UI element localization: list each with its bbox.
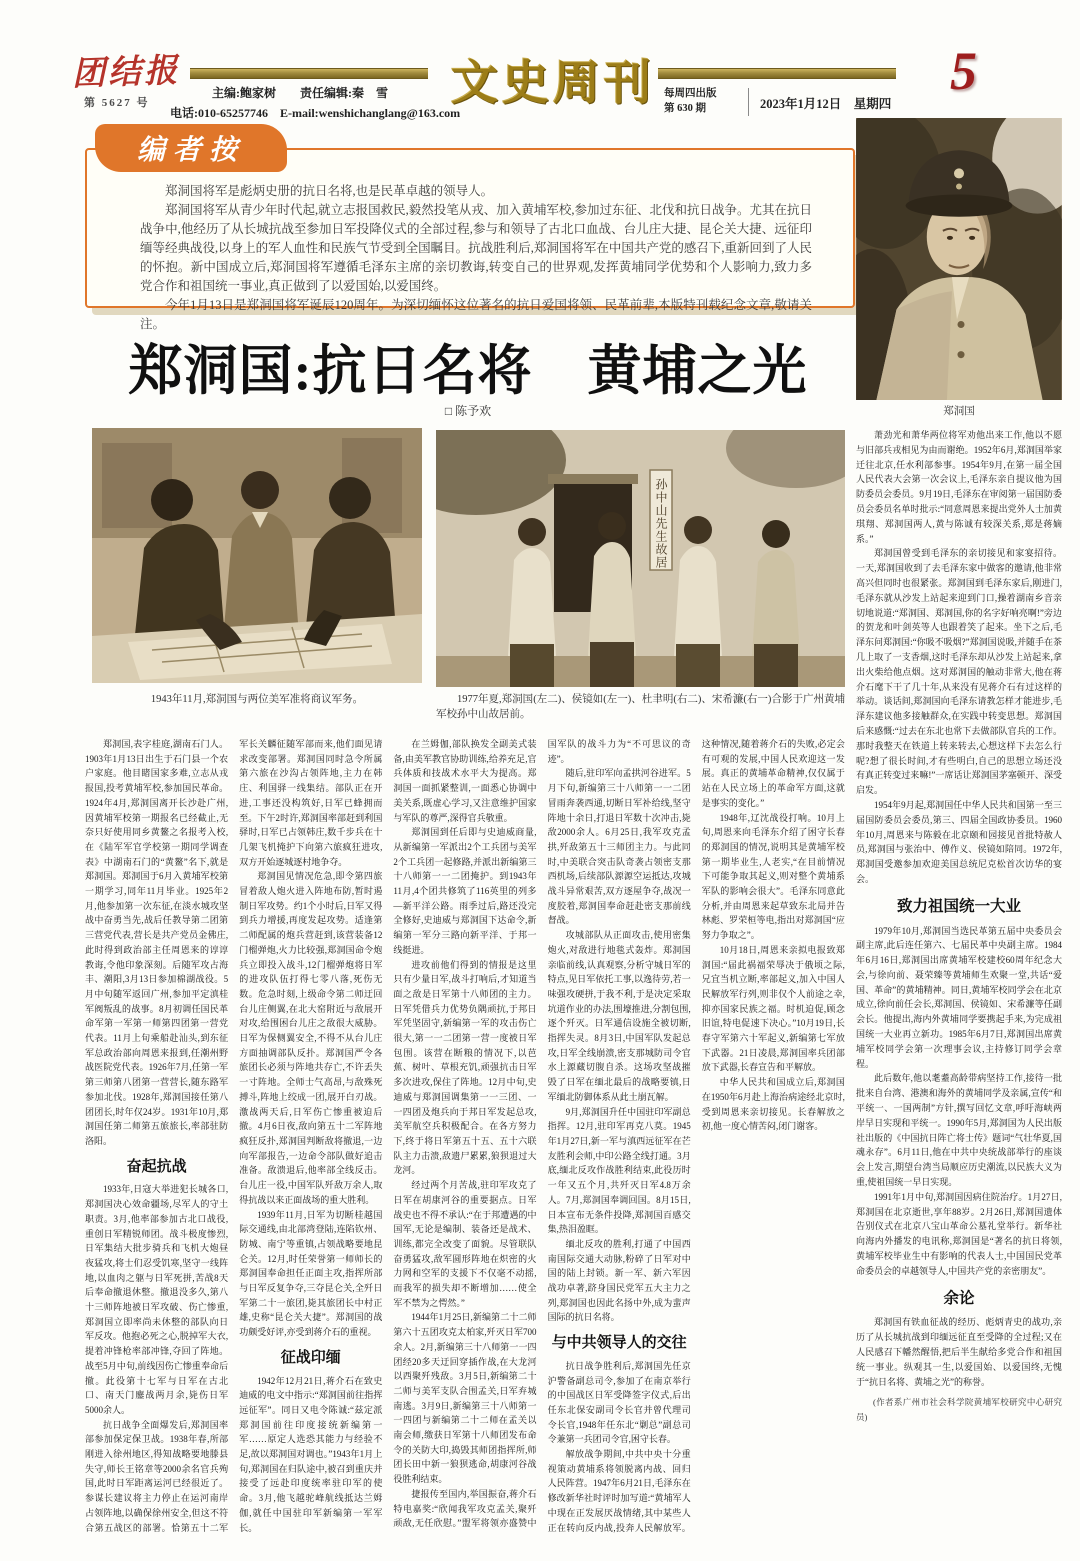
ornament-bar-left [190, 68, 428, 79]
paragraph: 郑洞国曾受到毛泽东的亲切接见和家宴招待。一天,郑洞国收到了去毛泽东家中做客的邀请,他非常高兴但同时也很紧张。郑洞国到毛泽东家后,刚进门,毛泽东就从沙发上站起来迎到门口,操着湖南乡音亲切地说道:“郑洞国、郑洞国,你的名字好响亮啊!”旁边的贺龙和叶剑英等人也跟着笑了起来。坐下之后,毛泽东问郑洞国:“你吸不吸烟?”郑洞国说吸,并随手在茶几上取了一支香烟,这时毛泽东却从沙发上站起来,拿出火柴给他点烟。这对郑洞国的触动非常大,他在蒋介石麾下干了几十年,从来没有见蒋介石有过这样的举动。谈话间,郑洞国向毛泽东请教怎样才能进步,毛泽东建议他多接触群众,在实践中转变思想。郑洞国后来感慨:“过去在东北也常下去做部队官兵的工作。那时我整天在铁道上转来转去,心想这样下去怎么行呢?想了很长时间,才有些明白,自己的思想立场还没有真正转变过来嘛!”一席话让郑洞国茅塞顿开、深受启发。 [856, 548, 1062, 796]
photo-portrait-zheng-dongguo [856, 118, 1062, 400]
paragraph: 萧劲光和萧华两位将军劝他出来工作,他以不愿与旧部兵戎相见为由而谢绝。1952年6月,郑洞国举家迁往北京,任水利部参事。1954年9月,在第一届全国人民代表大会第一次会议上,毛泽东亲自提议他为国防委员会委员。9月19日,毛泽东在审阅第一届国防委员会委员名单时批示:“同意周恩来提出党外人士加黄琪翔、郑洞国两人,黄与陈诚有较深关系,郑是蒋嫡系。” [856, 430, 1062, 544]
left-photo-caption: 1943年11月,郑洞国与两位美军准将商议军务。 [150, 694, 364, 705]
section-heading: 致力祖国统一大业 [896, 897, 1021, 915]
paragraph: 1944年1月25日,新编第二十二师第六十五团攻克太柏家,歼灭日军700余人。2月,新编第三十八师第一一四团经20多天迂回穿插作战,在大龙河以西聚歼残敌。3月5日,新编第二十二师与美军支队合围孟关,日军弃城南逃。3月9日,新编第三十八师第一一四团与新编第二十二师在孟关以南会师,缴获日军第十八师团发布命令的关防大印,捣毁其师团指挥所,师团长田中新一狼狈逃命,胡康河谷战役胜利结束。 [393, 1312, 537, 1485]
paragraph: 10月18日,周恩来亲拟电报致郑洞国:“届此祸福荣辱决于俄顷之际,兄宜当机立断,率部起义,加入中国人民解放军行列,则非仅个人前途之幸,抑亦国家民族之福。时机迫促,顾念旧谊,特电促速下决心。”10月19日,长春守军第六十军起义,新编第七军放下武器。21日凌晨,郑洞国率兵团部放下武器,长春宣告和平解放。 [701, 944, 845, 1073]
author-attribution: (作者系广州市社会科学院黄埔军校研究中心研究员) [856, 1397, 1062, 1423]
section-heading: 与中共领导人的交往 [551, 1335, 687, 1352]
paragraph: 经过两个月苦战,驻印军攻克了日军在胡康河谷的重要据点。日军战史也不得不承认:“在于邦遭遇的中国军,无论是编制、装备还是战术、训练,都完全改变了面貌。尽管联队奋勇猛攻,敌军圆形阵地在炽密的火力网和空军的支援下不仅毫不动摇,而我军的损失却不断增加……使全军不禁为之愕然。” [393, 1180, 537, 1308]
article-headline: 郑洞国:抗日名将 黄埔之光 [128, 341, 808, 401]
photo-group-huangpu [436, 430, 845, 687]
paper-name: 团结报 [71, 53, 181, 93]
editors-line: 主编:鲍家树 责任编辑:秦 雪 [212, 86, 388, 100]
portrait-illustration [856, 118, 1062, 400]
paragraph: 1939年11月,日军为切断桂越国际交通线,由北部湾登陆,连陷钦州、防城、南宁等重镇,占领战略要地昆仑关。12月,时任荣誉第一师师长的郑洞国奉命担任正面主攻,指挥所部与日军反复争夺,三夺昆仑关,全歼日军第二十一旅团,毙其旅团长中村正雄,史称“昆仑关大捷”。郑洞国的战功颇受好评,亦受到蒋介石的重视。 [239, 1209, 383, 1338]
paragraph: 抗日战争全面爆发后,郑洞国率部参加保定保卫战。1938年春,所部刚进入徐州地区,得知战略要地滕县失守,师长王铭章等2000余名官兵殉国,此时日军距离运河已经很近了。参谋长建议将主力停止在运河南岸占领阵地,以确保徐州安全,但这不符合第五战区的部署。恰第五十二军军长关麟征随军部而来,他们面见请求改变部署。郑洞国同时急令所属第六旅在沙沟占领阵地,主力在韩庄、利国驿一线集结。部队正在开进,工事还没构筑好,日军已蜂拥而至。下午2时许,郑洞国率部赶到利国驿时,日军已占领韩庄,数千步兵在十几架飞机掩护下向第六旅疯狂进攻,双方开始逐城逐村地争夺。 [85, 739, 383, 1533]
publication-info [664, 86, 717, 116]
paragraph: 郑洞国,表字桂庭,湖南石门人。1903年1月13日出生于石门县一个农户家庭。他目睹国家多难,立志从戎报国,投考黄埔军校,参加国民革命。1924年4月,郑洞国离开长沙赴广州,因黄埔军校第一期报名已经截止,无奈只好使用同乡黄鳌之名报考入校,在《陆军军官学校第一期同学调查表》中湖南石门的“黄鳌”名下,就是郑洞国。郑洞国于6月入黄埔军校第一期学习,同年11月毕业。1925年2月,他参加第一次东征,在淡水城攻坚战中奋勇当先,战后任教导第二团第三营党代表,营长是共产党员金佛庄,此时得到政治部主任周恩来的谆谆教诲,令他印象深刻。后随军攻占海丰、潮阳,3月13日参加棉湖战役。5月中旬随军返回广州,参加平定滇桂军阀叛乱的战事。8月初调任国民革命军第一军第一师第四团第一营党代表。11月上旬乘船赴汕头,到东征军总政治部向周恩来报到,任潮州野战医院党代表。1926年7月,任第一军第三师第八团第一营营长,随东路军参加北伐。1928年,郑洞国接任第八团团长,时年仅24岁。1931年10月,郑洞国任第二师第五旅旅长,率部驻防洛阳。 [85, 739, 229, 1146]
issue-number: 第 5627 号 [84, 97, 150, 109]
paragraph: 缅北反攻的胜利,打通了中国西南国际交通大动脉,粉碎了日军对中国的陆上封锁。新一军、新六军因战功卓著,跻身国民党军五大主力之列,郑洞国也因此名扬中外,成为蜚声国际的抗日名将。 [547, 1238, 691, 1323]
paragraph: 在兰姆伽,部队换发全副美式装备,由美军教官协助训练,给养充足,官兵体质和技战术水平大为提高。郑洞国一面抓紧整训,一面悉心协调中美关系,既虚心学习,又注意维护国家与军队的尊严,深得官兵敬重。 [393, 739, 537, 823]
article-byline: □ 陈予欢 [444, 404, 492, 418]
group-illustration [436, 430, 845, 687]
weekly-title: 文史周刊 [451, 58, 655, 110]
ornament-bar-right [658, 68, 896, 79]
paragraph: 1991年1月中旬,郑洞国因病住院治疗。1月27日,郑洞国在北京逝世,享年88岁。2月26日,郑洞国遗体告别仪式在北京八宝山革命公墓礼堂举行。新华社向海内外播发的电讯称,郑洞国是“著名的抗日将领,黄埔军校毕业生中有影响的代表人士,中国国民党革命委员会的卓越领导人,中国共产党的亲密朋友”。 [856, 1191, 1062, 1276]
section-heading: 征战印缅 [280, 1349, 341, 1366]
photo-sign-text: 孙中山先生故居 [654, 478, 668, 569]
meeting-illustration [92, 428, 422, 683]
paragraph: 1933年,日寇大举进犯长城各口,郑洞国决心效命疆场,尽军人的守土职责。3月,他率部参加古北口战役,重创日军精锐师团。战斗极度惨烈,日军集结大批步骑兵和飞机大炮昼夜猛攻,将士们忍受饥寒,坚守一线阵地,以血肉之躯与日军死拼,苦战8天后奉命撤退休整。撤退没多久,第八十三师阵地被日军攻破、伤亡惨重,郑洞国立即率尚未休整的部队向日军反攻。他抱必死之心,脱掉军大衣,提着冲锋枪率部冲锋,夺回了阵地。战至5月中旬,前线因伤亡惨重奉命后撤。此役第十七军与日军在古北口、南天门鏖战两月余,毙伤日军5000余人。 [85, 1184, 229, 1415]
pub-issue: 第 630 期 [664, 103, 706, 114]
paragraph: 解放战争期间,中共中央十分重视策动黄埔系将领脱离内战、回归人民阵营。1947年6月21日,毛泽东在修改新华社时评时加写道:“黄埔军人中现在正发展厌战情绪,其中某些人正在转向反内战,投奔人民解放军。这种情况,随着蒋介石的失败,必定会有可观的发展,中国人民欢迎这一发展。真正的黄埔革命精神,仅仅属于站在人民立场上的革命军方面,这就是事实的变化。” [547, 739, 845, 1533]
paragraph: 郑洞国将军从青少年时代起,就立志报国救民,毅然投笔从戎、加入黄埔军校,参加过东征、北伐和抗日战争。尤其在抗日战争中,他经历了从长城抗战至参加日军投降仪式的全部过程,参与和领导了古北口血战、台儿庄大捷、昆仑关大捷、远征印缅等经典战役,以身上的军人血性和民族气节受到全国瞩目。抗战胜利后,郑洞国将军在中国共产党的感召下,重新回到了人民的怀抱。新中国成立后,郑洞国将军遵循毛泽东主席的亲切教诲,转变自己的世界观,发挥黄埔同学优势和个人影响力,致力多党合作和祖国统一事业,真正做到了以爱国始,以爱国终。 [140, 203, 812, 293]
paragraph: 郑洞国有铁血征战的经历、彪炳青史的战功,亲历了从长城抗战到印缅远征直至受降的全过程;又在人民感召下幡然醒悟,把后半生献给多党合作和祖国统一事业。纵观其一生,以爱国始、以爱国终,无愧于“抗日名将、黄埔之光”的称誉。 [856, 1317, 1062, 1387]
editor-note-text [140, 182, 812, 334]
article-body [85, 737, 845, 1547]
paragraph: 中华人民共和国成立后,郑洞国在1950年6月赴上海治病途经北京时,受到周恩来亲切接见。长春解放之初,他一度心情苦闷,闭门谢客。 [701, 1077, 845, 1132]
paragraph: 进攻前他们得到的情报是这里只有少量日军,战斗打响后,才知道当面之敌是日军第十八师团的主力。日军凭借兵力优势负隅顽抗,于邦日军凭坚固守,新编第一军的攻击伤亡很大,第一一二团第一营一度被日军包围。该营在断粮的情况下,以芭蕉、树叶、草根充饥,顽强抗击日军多次进攻,保住了阵地。12月中旬,史迪威与郑洞国调集第一一三团、一一四团及炮兵向于邦日军发起总攻,美军航空兵积极配合。在各方努力下,终于将日军第五十五、五十六联队主力击溃,敌遗尸累累,狼狈退过大龙河。 [393, 959, 537, 1176]
section-heading: 奋起抗战 [126, 1158, 187, 1175]
portrait-caption: 郑洞国 [943, 406, 975, 417]
paragraph: 1948年,辽沈战役打响。10月上旬,周恩来向毛泽东介绍了困守长春的郑洞国的情况,说明其是黄埔军校第一期毕业生,人老实,“在目前情况下可能争取其起义,则对整个黄埔系军队的影响会很大”。毛泽东同意此分析,并由周恩来起草致东北局并告林彪、罗荣桓等电,指出对郑洞国“应努力争取之”。 [701, 812, 845, 941]
page-number: 5 [950, 41, 977, 101]
paragraph: 郑洞国见情况危急,即令第四旅冒着敌人炮火进入阵地布防,暂时遏制日军攻势。约1个小时后,日军又得到兵力增援,再度发起攻势。适逢第二师配属的炮兵营赶到,该营装备12门榴弹炮,火力比较强,郑洞国命令炮兵立即投入战斗,12门榴弹炮将日军的进攻队伍打得七零八落,死伤无数。危急时刻,上级命令第二师迂回台儿庄侧翼,在北大窑附近与敌展开对攻,给围困台儿庄之敌很大威胁。日军为保侧翼安全,不得不从台儿庄方面抽调部队反扑。郑洞国严令各旅团长必须与阵地共存亡,不许丢失一寸阵地。全师士气高昂,与敌殊死搏斗,阵地上绞成一团,展开白刃战。激战两天后,日军伤亡惨重被迫后撤。4月6日夜,敌向第五十二军阵地疯狂反扑,郑洞国判断敌将撤退,一边向军部报告,一边命令部队做好追击准备。敌溃退后,他率部全线反击。台儿庄一役,中国军队歼敌万余人,取得抗战以来正面战场的重大胜利。 [239, 871, 383, 1205]
paragraph: 随后,驻印军向孟拱河谷进军。5月下旬,新编第三十八师第一一二团冒雨奔袭西通,切断日军补给线,坚守阵地十余日,打退日军数十次冲击,毙敌2000余人。6月25日,我军攻克孟拱,歼敌第五十三师团主力。与此同时,中美联合突击队奇袭占领密支那西机场,后续部队源源空运抵达,攻城战斗异常艰苦,双方逐屋争夺,战况一度胶着,郑洞国奉命赶赴密支那前线督战。 [547, 768, 691, 926]
paragraph: 1979年10月,郑洞国当选民革第五届中央委员会副主席,此后连任第六、七届民革中央副主席。1984年6月16日,郑洞国出席黄埔军校建校60周年纪念大会,与徐向前、聂荣臻等黄埔师生欢聚一堂,共话“爱国、革命”的黄埔精神。同日,黄埔军校同学会在北京成立,徐向前任会长,郑洞国、侯镜如、宋希濂等任副会长。他提出,海内外黄埔同学要携起手来,为完成祖国统一大业再立新功。1985年6月7日,郑洞国出席黄埔军校同学会第一次理事会议,主持修订同学会章程。 [856, 925, 1062, 1069]
paragraph: 今年1月13日是郑洞国将军诞辰120周年。为深切缅怀这位著名的抗日爱国将领、民革前辈,本版特刊载纪念文章,敬请关注。 [140, 298, 812, 331]
paragraph: 捷报传至国内,举国振奋,蒋介石特电嘉奖:“欣闻我军攻克孟关,聚歼顽敌,无任欣慰。”盟军将领亦盛赞中国军队的战斗力为“不可思议的奇迹”。 [393, 739, 691, 1529]
divider [748, 88, 749, 116]
center-photo-caption: 1977年夏,郑洞国(左二)、侯镜如(左一)、杜聿明(右二)、宋希濂(右一)合影于广州黄埔军校孙中山故居前。 [436, 694, 845, 720]
paragraph: 9月,郑洞国升任中国驻印军副总指挥。12月,驻印军再克八莫。1945年1月27日,新一军与滇西远征军在芒友胜利会师,中印公路全线打通。3月底,缅北反攻作战胜利结束,此役历时一年又五个月,共歼灭日军4.8万余人。7月,郑洞国奉调回国。8月15日,日本宣布无条件投降,郑洞国百感交集,热泪盈眶。 [547, 1106, 691, 1235]
paragraph: 1954年9月起,郑洞国任中华人民共和国第一至三届国防委员会委员,第三、四届全国政协委员。1960年10月,周恩来与陈毅在北京颐和园接见首批特赦人员,郑洞国与张治中、傅作义、侯镜如陪同。1972年,郑洞国受邀参加欢迎美国总统尼克松首次访华的宴会。 [856, 799, 1062, 884]
contact-line: 电话:010-65257746 E-mail:wenshichanglang@163.com [170, 106, 461, 120]
editor-note-tab: 编者按 [95, 124, 287, 172]
paragraph: 郑洞国将军是彪炳史册的抗日名将,也是民革卓越的领导人。 [165, 184, 494, 198]
paragraph: 抗日战争胜利后,郑洞国先任京沪警备副总司令,参加了在南京举行的中国战区日军受降签字仪式,后出任东北保安副司令长官并曾代理司令长官,1948年任东北“剿总”副总司令兼第一兵团司令官,困守长春。 [547, 1360, 691, 1445]
right-rail-sections [856, 428, 1062, 1389]
date-line: 2023年1月12日 星期四 [760, 97, 892, 111]
section-heading: 余论 [943, 1289, 975, 1307]
paragraph: 攻城部队从正面攻击,使用密集炮火,对敌进行地毯式轰炸。郑洞国亲临前线,认真观察,分析守城日军的特点,见日军依托工事,以逸待劳,若一味强攻硬拼,于我不利,于是决定采取坑道作业的办法,围壕推进,分割包围,逐个歼灭。日军通信设施全被切断,指挥失灵。8月3日,中国军队发起总攻,日军全线崩溃,密支那城防司令官水上源藏切腹自杀。这场攻坚战摧毁了日军在缅北最后的战略要镇,日军缅北防御体系从此土崩瓦解。 [547, 930, 691, 1102]
paragraph: 1942年12月21日,蒋介石在致史迪威的电文中指示:“郑洞国前往指挥远征军”。同日又电令陈诚:“兹定派郑洞国前往印度接统新编第一军……原定人选恐其能力与经验不足,故以郑洞国对调也。”1943年1月上旬,郑洞国在归队途中,被召到重庆并接受了远赴印度统率驻印军的使命。3月,他飞越驼峰航线抵达兰姆伽,就任中国驻印军新编第一军军长。 [239, 1375, 383, 1533]
paragraph: 郑洞国到任后即与史迪威商量,从新编第一军派出2个工兵团与美军2个工兵团一起修路,并派出新编第三十八师第一一二团掩护。到1943年11月,4个团共修筑了116英里的列多—新平洋公路。雨季过后,路还没完全修好,史迪威与郑洞国下达命令,新编第一军分三路向新平洋、于邦一线挺进。 [393, 827, 537, 955]
pub-cycle: 每周四出版 [664, 88, 717, 99]
paragraph: 此后数年,他以耄耋高龄带病坚持工作,接待一批批来自台湾、港澳和海外的黄埔同学及亲属,宣传“和平统一、一国两制”方针,撰写回忆文章,呼吁海峡两岸早日实现和平统一。1990年5月,郑洞国为人民出版社出版的《中国抗日阵亡将士传》题词“气壮华夏,国魂永存”。6月11日,他在中共中央统战部举行的座谈会上发言,期望台湾当局顺应历史潮流,以民族大义为重,使祖国统一早日实现。 [856, 1073, 1062, 1188]
photo-military-meeting [92, 428, 422, 683]
article-right-column [856, 428, 1062, 1552]
